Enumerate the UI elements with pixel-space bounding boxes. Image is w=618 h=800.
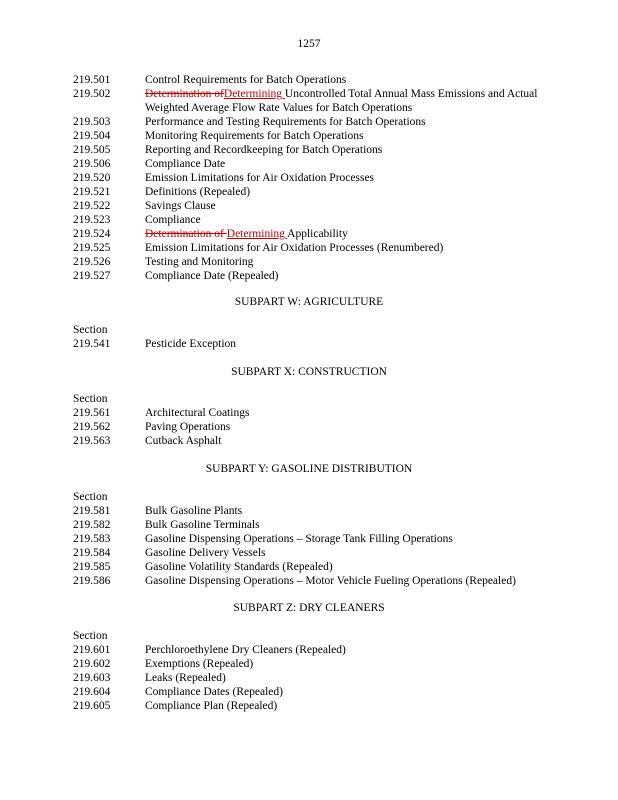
subpart-z-heading: SUBPART Z: DRY CLEANERS [233,602,385,614]
toc-row [73,643,553,657]
section-number: 219.584 [73,547,111,559]
toc-row [73,504,553,518]
subpart-x-heading: SUBPART X: CONSTRUCTION [231,366,387,378]
section-number: 219.502 [73,88,111,100]
section-title: Exemptions (Repealed) [145,658,254,670]
deleted-text: Determination of [145,228,227,240]
toc-row [73,518,553,532]
toc-row [73,115,553,129]
section-title-amended [145,87,553,115]
section-title: Monitoring Requirements for Batch Operations [145,130,364,142]
section-number: 219.520 [73,172,111,184]
toc-row [73,574,553,588]
section-number: 219.585 [73,561,111,573]
section-title: Cutback Asphalt [145,435,222,447]
section-number: 219.521 [73,186,111,198]
toc-row [73,199,553,213]
toc-row [73,73,553,87]
section-title: Paving Operations [145,421,231,433]
section-title: Leaks (Repealed) [145,672,226,684]
section-title: Gasoline Dispensing Operations – Storage Tank Filling Operations [145,533,453,545]
section-label: Section [73,491,108,503]
subpart-y-heading: SUBPART Y: GASOLINE DISTRIBUTION [205,463,413,475]
section-number: 219.527 [73,270,111,282]
section-number: 219.501 [73,74,111,86]
toc-row [73,185,553,199]
toc-row [73,157,553,171]
section-number: 219.541 [73,338,111,350]
section-title: Reporting and Recordkeeping for Batch Operations [145,144,383,156]
toc-row [73,699,553,713]
section-label: Section [73,324,108,336]
page-number: 1257 [297,38,321,50]
section-title: Emission Limitations for Air Oxidation Processes [145,172,375,184]
toc-row [73,143,553,157]
toc-row [73,406,553,420]
section-title: Uncontrolled Total Annual Mass Emissions and Actual Weighted Average Flow Rate Values for Batch Operations [145,88,538,114]
section-title: Testing and Monitoring [145,256,254,268]
section-title: Applicability [287,228,348,240]
section-title: Compliance Date [145,158,226,170]
subpart-z-list [73,629,553,713]
toc-row [73,560,553,574]
toc-row [73,685,553,699]
toc-row [73,241,553,255]
section-label: Section [73,393,108,405]
section-title: Bulk Gasoline Terminals [145,519,260,531]
inserted-text: Determining [223,88,285,100]
subpart-v-list [73,73,553,283]
section-number: 219.581 [73,505,111,517]
section-number: 219.505 [73,144,111,156]
section-title-amended [145,227,553,241]
toc-row [73,227,553,241]
deleted-text: Determination of [145,88,224,100]
section-title: Gasoline Delivery Vessels [145,547,266,559]
toc-row [73,171,553,185]
toc-row [73,129,553,143]
section-number: 219.586 [73,575,111,587]
toc-row [73,255,553,269]
section-number: 219.525 [73,242,111,254]
section-title: Performance and Testing Requirements for Batch Operations [145,116,426,128]
section-title: Definitions (Repealed) [145,186,251,198]
toc-row [73,337,553,351]
section-label: Section [73,630,108,642]
section-title: Emission Limitations for Air Oxidation Processes (Renumbered) [145,242,444,254]
section-title: Savings Clause [145,200,216,212]
subpart-x-list [73,392,553,448]
section-number: 219.562 [73,421,111,433]
section-title: Perchloroethylene Dry Cleaners (Repealed) [145,644,346,656]
section-number: 219.522 [73,200,111,212]
section-number: 219.601 [73,644,111,656]
section-title: Compliance Plan (Repealed) [145,700,278,712]
toc-row [73,213,553,227]
section-number: 219.563 [73,435,111,447]
section-title: Bulk Gasoline Plants [145,505,243,517]
toc-row [73,657,553,671]
section-number: 219.602 [73,658,111,670]
section-number: 219.605 [73,700,111,712]
section-title: Compliance [145,214,201,226]
section-number: 219.506 [73,158,111,170]
section-number: 219.503 [73,116,111,128]
section-number: 219.524 [73,228,111,240]
section-number: 219.526 [73,256,111,268]
section-title: Control Requirements for Batch Operations [145,74,347,86]
section-title: Architectural Coatings [145,407,250,419]
subpart-w-heading: SUBPART W: AGRICULTURE [234,296,384,308]
section-number: 219.582 [73,519,111,531]
subpart-y-list [73,490,553,588]
toc-row [73,420,553,434]
section-number: 219.604 [73,686,111,698]
section-number: 219.583 [73,533,111,545]
section-title: Compliance Date (Repealed) [145,270,279,282]
toc-row [73,532,553,546]
section-number: 219.504 [73,130,111,142]
toc-row [73,546,553,560]
section-title: Compliance Dates (Repealed) [145,686,283,698]
section-title: Pesticide Exception [145,338,237,350]
section-number: 219.603 [73,672,111,684]
section-number: 219.523 [73,214,111,226]
toc-row [73,269,553,283]
section-title: Gasoline Dispensing Operations – Motor Vehicle Fueling Operations (Repealed) [145,575,516,587]
subpart-w-list [73,323,553,351]
toc-row [73,87,553,115]
inserted-text: Determining [226,228,288,240]
toc-row [73,671,553,685]
toc-row [73,434,553,448]
section-title: Gasoline Volatility Standards (Repealed) [145,561,333,573]
section-number: 219.561 [73,407,111,419]
